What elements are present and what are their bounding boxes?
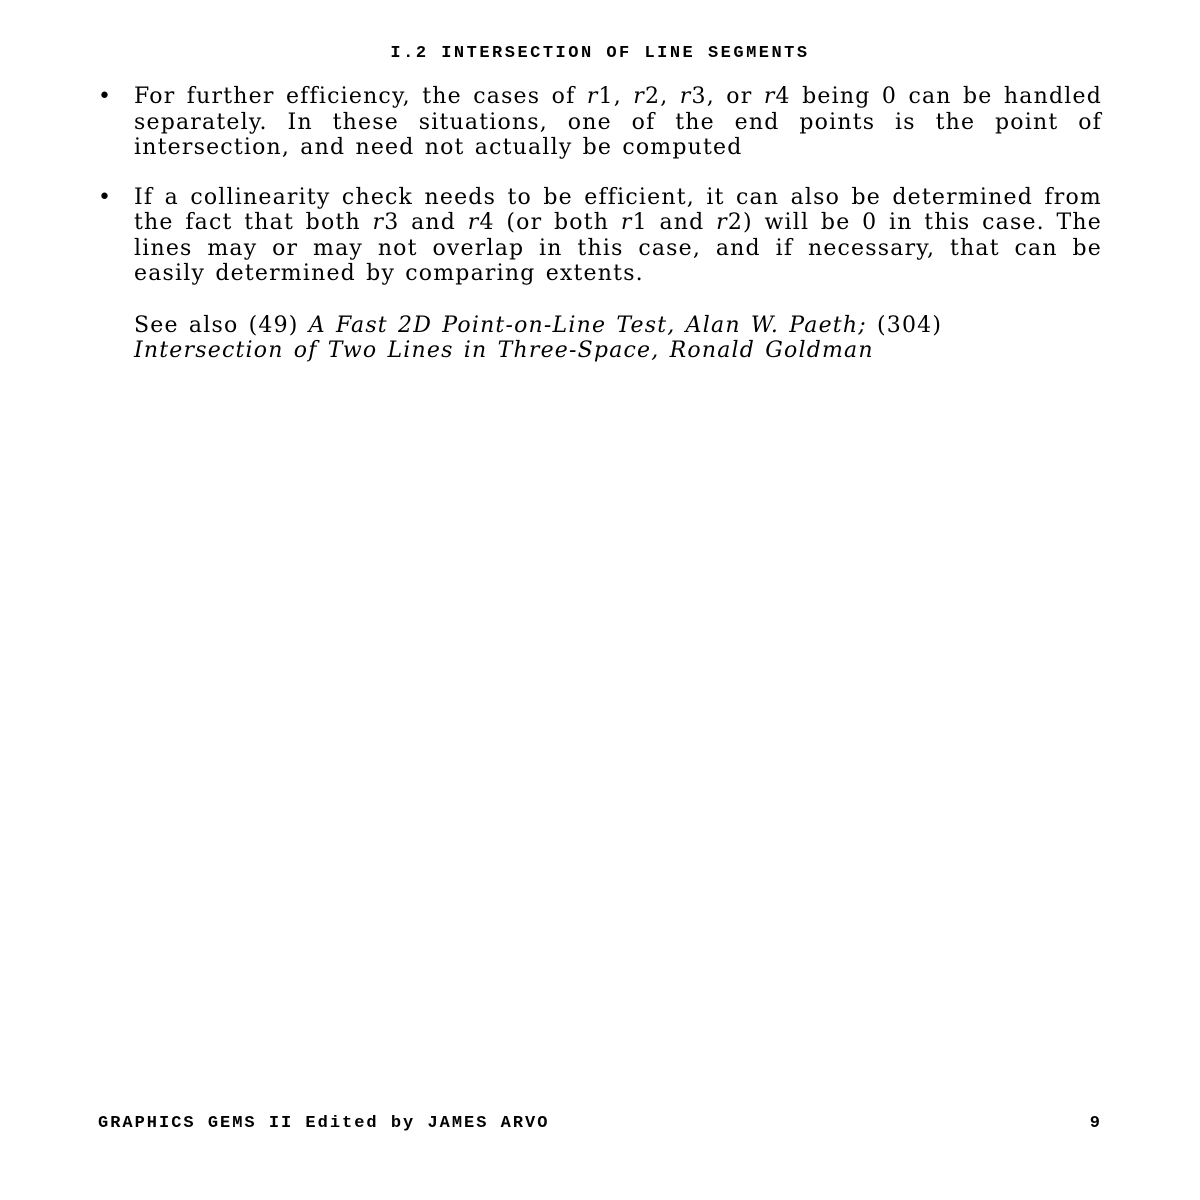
text-run: See also (49) <box>134 312 309 338</box>
bullet-icon: • <box>98 184 111 210</box>
see-also-references <box>98 313 954 364</box>
italic-text-run: A Fast 2D Point-on-Line Test, Alan W. Paeth; <box>308 312 867 338</box>
italic-text-run: Intersection of Two Lines in Three-Space, Ronald Goldman <box>134 338 874 363</box>
text-run: If a collinearity check needs to be efficient, it can also be determined from the fact that both <box>134 184 1102 235</box>
bullet-paragraph <box>134 84 1102 161</box>
italic-text-run: r <box>633 84 646 109</box>
italic-text-run: r <box>467 210 480 235</box>
text-run: 3 and <box>384 210 468 235</box>
text-run: 2) will be 0 in this case. The lines may or may not overlap in this case, and if necessary, that can be easily determined by comparing extents. <box>134 210 1103 286</box>
italic-text-run: r <box>763 84 776 109</box>
bullet-icon: • <box>98 84 111 109</box>
text-run: 2, <box>645 84 680 109</box>
book-credit-footer: GRAPHICS GEMS II Edited by JAMES ARVO <box>98 1114 550 1133</box>
italic-text-run: r <box>620 210 633 235</box>
text-run: 3, or <box>691 84 764 109</box>
text-run: For further efficiency, the cases of <box>134 84 587 109</box>
text-run: 1 and <box>632 210 717 235</box>
page-number: 9 <box>1089 1114 1100 1133</box>
italic-text-run: r <box>586 84 599 109</box>
bullet-item-efficiency <box>98 84 1102 161</box>
text-run: 1, <box>598 84 634 109</box>
page-body <box>98 84 1102 364</box>
bullet-paragraph <box>134 185 1102 287</box>
running-header: I.2 INTERSECTION OF LINE SEGMENTS <box>390 44 810 63</box>
text-run: 4 being 0 can be handled separately. In these situations, one of the end points is the point of intersection, and need not actually be computed <box>134 84 1102 160</box>
bullet-item-collinearity <box>98 185 1102 287</box>
italic-text-run: r <box>679 84 692 109</box>
text-run: (304) <box>866 312 943 338</box>
text-run: 4 (or both <box>479 210 621 235</box>
italic-text-run: r <box>372 210 385 235</box>
italic-text-run: r <box>716 210 728 235</box>
